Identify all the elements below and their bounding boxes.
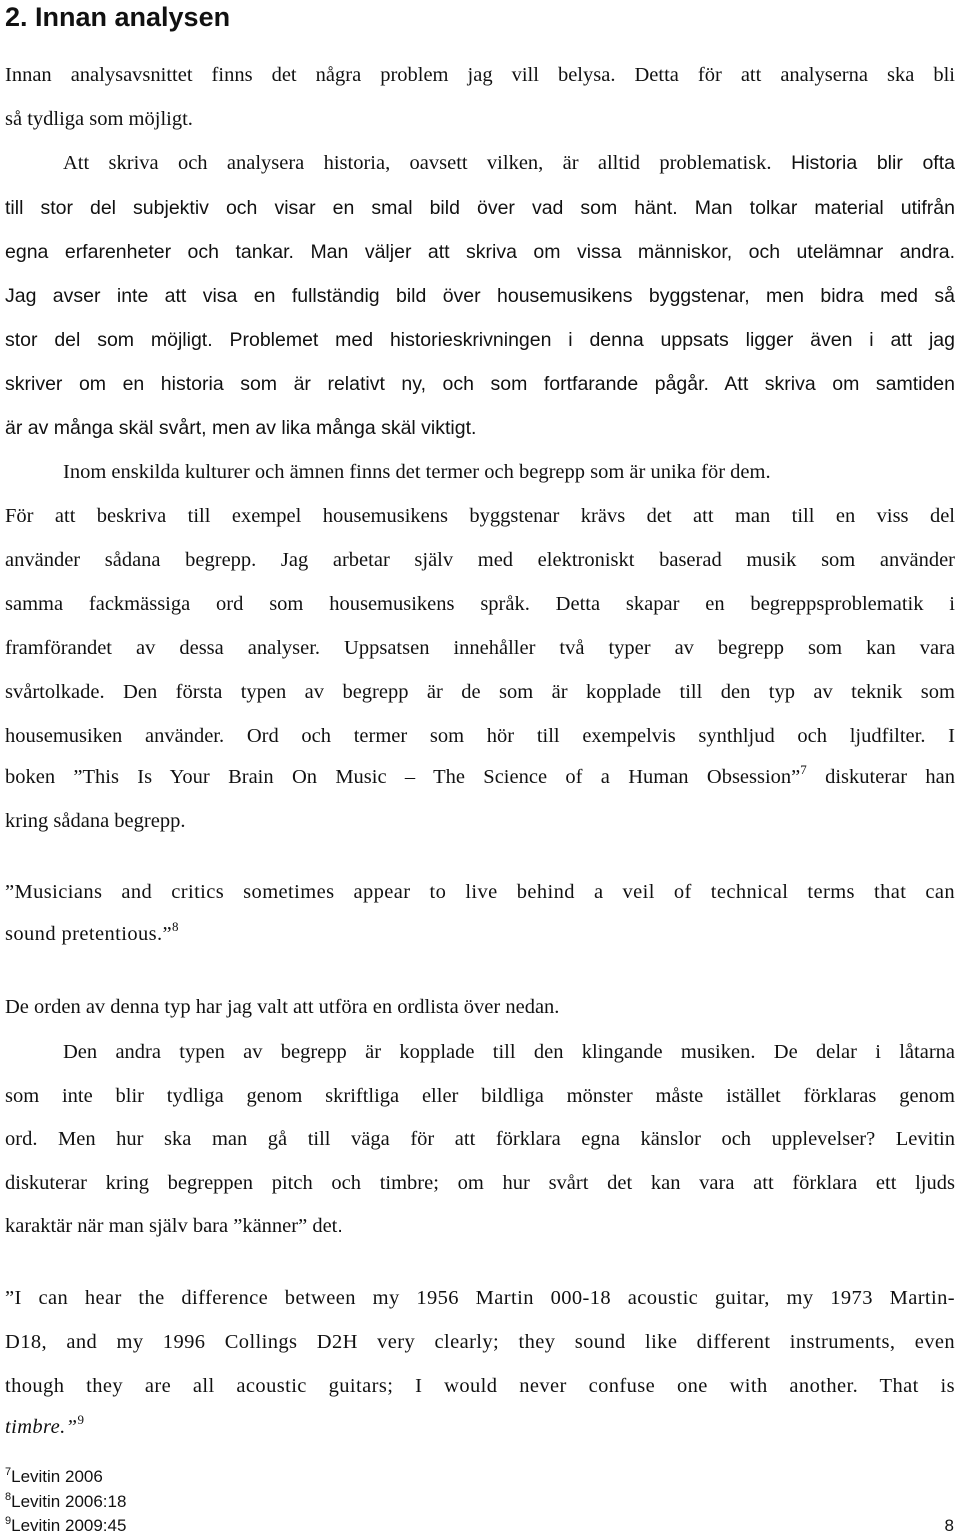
- quote-line: ”I can hear the difference between my 1956 Martin 000-18 acoustic guitar, my 1973 Martin-: [5, 1287, 955, 1309]
- text-run: skriver om en historia som är relativt ny, och som fortfarande pågår.: [5, 373, 709, 395]
- quote-line: though they are all acoustic guitars; I would never confuse one with another. That is: [5, 1375, 955, 1397]
- paragraph-line: [5, 764, 955, 790]
- paragraph-line: är av många skäl svårt, men av lika många skäl viktigt.: [5, 417, 477, 439]
- paragraph-line: Innan analysavsnittet finns det några problem jag vill belysa. Detta för att analyserna ska bli: [5, 64, 955, 86]
- paragraph-line: [5, 327, 955, 353]
- footnote-text: Levitin 2009:45: [11, 1516, 127, 1535]
- paragraph-line: som inte blir tydliga genom skriftliga eller bildliga mönster måste istället förklaras genom: [5, 1085, 955, 1107]
- text-run: timbre.”: [5, 1416, 78, 1438]
- quote-line: [5, 921, 955, 947]
- paragraph-line: så tydliga som möjligt.: [5, 108, 193, 130]
- footnote-ref: 9: [77, 1412, 85, 1427]
- footnote-number: 9: [5, 1515, 12, 1527]
- footnote-number: 8: [5, 1491, 12, 1503]
- paragraph-line: [63, 150, 955, 176]
- page-number: 8: [944, 1516, 954, 1535]
- quote-line: D18, and my 1996 Collings D2H very clearly; they sound like different instruments, even: [5, 1331, 955, 1353]
- paragraph-line: svårtolkade. Den första typen av begrepp är de som är kopplade till den typ av teknik som: [5, 681, 955, 703]
- paragraph-line: [5, 371, 955, 397]
- paragraph-line: [5, 1213, 955, 1239]
- text-run: sound pretentious.”: [5, 923, 173, 945]
- footnote-text: Levitin 2006:18: [11, 1492, 127, 1511]
- text-run: .: [337, 1215, 343, 1237]
- text-run: boken ”This Is Your Brain On Music – The Science of a Human Obsession”: [5, 766, 801, 788]
- footnote-number: 7: [5, 1466, 12, 1478]
- text-run: stor del som möjligt.: [5, 329, 213, 351]
- footnote-text: Levitin 2006: [11, 1467, 103, 1486]
- quote-line: [5, 1414, 955, 1440]
- quote-line: ”Musicians and critics sometimes appear to live behind a veil of technical terms that can: [5, 881, 955, 903]
- paragraph-line: använder sådana begrepp. Jag arbetar själv med elektroniskt baserad musik som använder: [5, 549, 955, 571]
- paragraph-line: De orden av denna typ har jag valt att utföra en ordlista över nedan.: [5, 996, 560, 1018]
- footnote: [5, 1492, 126, 1512]
- paragraph-line: För att beskriva till exempel housemusikens byggstenar krävs det att man till en viss del: [5, 505, 955, 527]
- paragraph-line: diskuterar kring begreppen pitch och timbre; om hur svårt det kan vara att förklara ett ljuds: [5, 1172, 955, 1194]
- paragraph-line: kring sådana begrepp.: [5, 810, 186, 832]
- text-run: karaktär när man själv bara ”känner” det: [5, 1215, 338, 1237]
- paragraph-line: samma fackmässiga ord som housemusikens språk. Detta skapar en begreppsproblematik i: [5, 593, 955, 615]
- paragraph-line: housemusiken använder. Ord och termer som hör till exempelvis synthljud och ljudfilter. I: [5, 725, 955, 747]
- paragraph-line: Den andra typen av begrepp är kopplade till den klingande musiken. De delar i låtarna: [63, 1041, 955, 1063]
- text-run: Att skriva och analysera historia, oavsett vilken, är alltid problematisk.: [63, 152, 772, 174]
- paragraph-line: ord. Men hur ska man gå till väga för att förklara egna känslor och upplevelser? Levitin: [5, 1128, 955, 1150]
- paragraph-line: Inom enskilda kulturer och ämnen finns det termer och begrepp som är unika för dem.: [63, 461, 771, 483]
- paragraph-line: framförandet av dessa analyser. Uppsatsen innehåller två typer av begrepp som kan vara: [5, 637, 955, 659]
- text-run: diskuterar han: [806, 766, 955, 788]
- paragraph-line: egna erfarenheter och tankar. Man väljer att skriva om vissa människor, och utelämnar andra.: [5, 241, 955, 263]
- section-heading: 2. Innan analysen: [5, 2, 231, 32]
- footnote: [5, 1467, 103, 1487]
- footnote-ref: 8: [172, 919, 179, 934]
- footnote-ref: 7: [800, 762, 807, 777]
- text-run: Problemet med historieskrivningen i denna uppsats ligger även i att jag: [212, 329, 955, 351]
- paragraph-line: till stor del subjektiv och visar en smal bild över vad som hänt. Man tolkar material utifrån: [5, 197, 955, 219]
- text-run: Historia blir ofta: [771, 152, 955, 174]
- paragraph-line: Jag avser inte att visa en fullständig bild över housemusikens byggstenar, men bidra med så: [5, 285, 955, 307]
- footnote: [5, 1516, 126, 1536]
- text-run: Att skriva om samtiden: [708, 373, 955, 395]
